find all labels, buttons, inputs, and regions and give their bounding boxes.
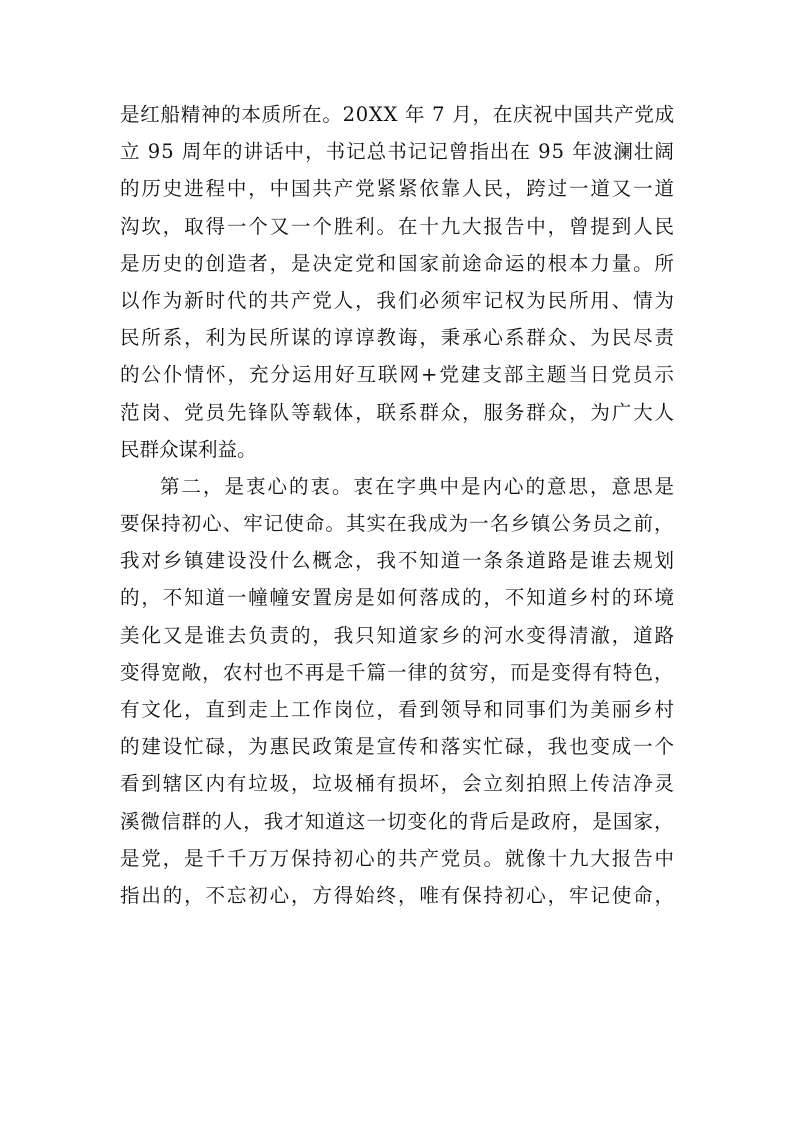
text-line-22 (120, 877, 674, 914)
text-line-13-content: 我对乡镇建设没什么概念，我不知道一条条道路是谁去规划 (120, 549, 676, 573)
text-line-20 (120, 803, 674, 840)
text-line-7-content: 民所系，利为民所谋的谆谆教诲，秉承心系群众、为民尽责 (120, 326, 676, 350)
text-line-10 (120, 431, 674, 468)
text-line-18-content: 的建设忙碌，为惠民政策是宣传和落实忙碌，我也变成一个 (120, 735, 676, 759)
text-line-9 (120, 394, 674, 431)
text-line-10-content: 民群众谋利益。 (120, 437, 257, 461)
text-line-8-content: 的公仆情怀，充分运用好互联网+党建支部主题当日党员示 (120, 363, 676, 387)
text-line-14-content: 的，不知道一幢幢安置房是如何落成的，不知道乡村的环境 (120, 586, 676, 610)
text-line-15 (120, 617, 674, 654)
text-line-6 (120, 282, 674, 319)
text-line-3-content: 的历史进程中，中国共产党紧紧依靠人民，跨过一道又一道 (120, 177, 676, 201)
text-line-12 (120, 505, 674, 542)
text-line-4 (120, 208, 674, 245)
text-line-11 (120, 468, 677, 505)
text-line-7 (120, 319, 674, 356)
text-line-19-content: 看到辖区内有垃圾，垃圾桶有损坏，会立刻拍照上传洁净灵 (120, 772, 676, 796)
text-line-3 (120, 170, 674, 207)
text-line-1 (120, 96, 674, 133)
text-line-17-content: 有文化，直到走上工作岗位，看到领导和同事们为美丽乡村 (120, 698, 676, 721)
text-line-2 (120, 133, 674, 170)
text-line-9-content: 范岗、党员先锋队等载体，联系群众，服务群众，为广大人 (120, 400, 676, 424)
text-line-13 (120, 542, 674, 579)
text-line-6-content: 以作为新时代的共产党人，我们必须牢记权为民所用、情为 (120, 288, 676, 312)
text-line-17 (120, 691, 674, 728)
text-line-4-content: 沟坎，取得一个又一个胜利。在十九大报告中，曾提到人民 (120, 214, 676, 238)
text-line-16-content: 变得宽敞，农村也不再是千篇一律的贫穷，而是变得有特色， (120, 660, 675, 684)
text-line-21 (120, 840, 674, 877)
text-line-22-content: 指出的，不忘初心，方得始终，唯有保持初心，牢记使命， (120, 883, 676, 907)
text-line-18 (120, 728, 674, 765)
text-line-8 (120, 356, 674, 393)
text-line-5-content: 是历史的创造者，是决定党和国家前途命运的根本力量。所 (120, 251, 676, 275)
text-line-21-content: 是党，是千千万万保持初心的共产党员。就像十九大报告中 (120, 846, 676, 870)
text-line-15-content: 美化又是谁去负责的，我只知道家乡的河水变得清澈，道路 (120, 623, 676, 647)
text-line-20-content: 溪微信群的人，我才知道这一切变化的背后是政府，是国家， (120, 809, 675, 833)
text-line-19 (120, 765, 674, 802)
text-line-2-content: 立 95 周年的讲话中，书记总书记记曾指出在 95 年波澜壮阔 (120, 140, 675, 164)
text-line-12-content: 要保持初心、牢记使命。其实在我成为一名乡镇公务员之前， (120, 512, 675, 536)
text-line-14 (120, 579, 674, 616)
body-text (120, 96, 677, 914)
text-line-1-content: 是红船精神的本质所在。20XX 年 7 月，在庆祝中国共产党成 (120, 103, 675, 126)
text-line-5 (120, 245, 674, 282)
text-line-11-content: 第二，是衷心的衷。衷在字典中是内心的意思，意思是 (160, 474, 677, 498)
text-line-16 (120, 654, 674, 691)
